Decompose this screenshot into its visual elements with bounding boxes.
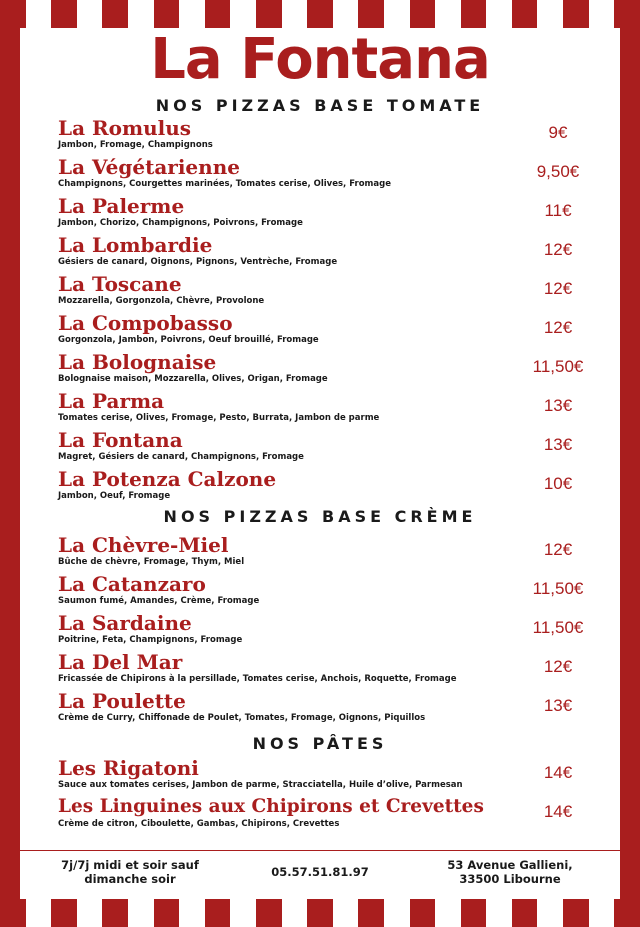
menu-item (58, 690, 598, 724)
footer-divider (20, 850, 620, 851)
item-price: 14€ (543, 802, 573, 821)
item-price: 12€ (543, 279, 573, 298)
item-name: La Poulette (58, 689, 186, 713)
menu-item (58, 612, 598, 646)
stripe (307, 0, 333, 28)
item-price: 10€ (543, 474, 573, 493)
stripe (589, 0, 615, 28)
top-stripe-border (0, 0, 640, 28)
stripe (435, 899, 461, 927)
item-price: 14€ (543, 763, 573, 782)
item-name: La Palerme (58, 194, 185, 218)
stripe (589, 899, 615, 927)
item-name: La Parma (58, 389, 165, 413)
menu-item (58, 195, 598, 229)
stripe (230, 899, 256, 927)
item-description: Saumon fumé, Amandes, Crème, Fromage (58, 596, 260, 606)
address-line-2: 33500 Libourne (459, 872, 561, 886)
stripe (256, 0, 282, 28)
item-description: Bolognaise maison, Mozzarella, Olives, Origan, Fromage (58, 374, 328, 384)
hours-line-1: 7j/7j midi et soir sauf (61, 858, 199, 872)
item-price: 13€ (543, 696, 573, 715)
address-line-1: 53 Avenue Gallieni, (447, 858, 573, 872)
stripe (358, 899, 384, 927)
item-description: Jambon, Chorizo, Champignons, Poivrons, Fromage (58, 218, 303, 228)
stripe (512, 899, 538, 927)
menu-item (58, 429, 598, 463)
menu-item (58, 796, 598, 830)
stripe (26, 0, 52, 28)
section-title-pizzas-tomate: NOS PIZZAS BASE TOMATE (155, 96, 485, 115)
stripe (512, 0, 538, 28)
stripe (205, 0, 231, 28)
stripe (0, 899, 26, 927)
stripe (256, 899, 282, 927)
stripe (26, 899, 52, 927)
item-name: La Toscane (58, 272, 182, 296)
item-name: La Chèvre-Miel (58, 533, 229, 557)
stripe (563, 899, 589, 927)
stripe (230, 0, 256, 28)
stripe (410, 899, 436, 927)
item-name: Les Linguines aux Chipirons et Crevettes (58, 796, 484, 817)
stripe (486, 899, 512, 927)
stripe (179, 0, 205, 28)
stripe (384, 0, 410, 28)
item-name: La Catanzaro (58, 572, 206, 596)
stripe (410, 0, 436, 28)
stripe (128, 0, 154, 28)
stripe (614, 899, 640, 927)
item-description: Champignons, Courgettes marinées, Tomates cerise, Olives, Fromage (58, 179, 391, 189)
left-border (0, 0, 20, 927)
item-price: 12€ (543, 540, 573, 559)
hours-line-2: dimanche soir (84, 872, 176, 886)
item-description: Magret, Gésiers de canard, Champignons, Fromage (58, 452, 304, 462)
menu-item (58, 117, 598, 151)
item-description: Crème de Curry, Chiffonade de Poulet, Tomates, Fromage, Oignons, Piquillos (58, 713, 426, 723)
item-price: 12€ (543, 318, 573, 337)
footer (20, 838, 620, 899)
item-description: Poitrine, Feta, Champignons, Fromage (58, 635, 243, 645)
stripe (563, 0, 589, 28)
item-description: Fricassée de Chipirons à la persillade, Tomates cerise, Anchois, Roquette, Fromage (58, 674, 457, 684)
item-name: La Compobasso (58, 311, 233, 335)
menu-item (58, 757, 598, 791)
menu-item (58, 312, 598, 346)
stripe (307, 899, 333, 927)
stripe (77, 0, 103, 28)
stripe (51, 899, 77, 927)
stripe (102, 0, 128, 28)
opening-hours (40, 858, 220, 886)
stripe (384, 899, 410, 927)
stripe (282, 0, 308, 28)
section-title-pates: NOS PÂTES (252, 734, 388, 753)
address (420, 858, 600, 886)
stripe (205, 899, 231, 927)
item-name: La Sardaine (58, 611, 192, 635)
menu-item (58, 273, 598, 307)
menu-item (58, 651, 598, 685)
item-price: 11,50€ (532, 579, 584, 598)
menu-item (58, 390, 598, 424)
stripe (333, 899, 359, 927)
item-name: La Bolognaise (58, 350, 217, 374)
item-price: 12€ (543, 240, 573, 259)
item-price: 11€ (544, 201, 572, 220)
item-price: 11,50€ (532, 618, 584, 637)
bottom-stripe-border (0, 899, 640, 927)
item-price: 9,50€ (536, 162, 580, 181)
item-name: La Del Mar (58, 650, 183, 674)
stripe (486, 0, 512, 28)
stripe (282, 899, 308, 927)
stripe (537, 899, 563, 927)
item-name: Les Rigatoni (58, 756, 199, 780)
menu-item (58, 573, 598, 607)
item-description: Mozzarella, Gorgonzola, Chèvre, Provolone (58, 296, 265, 306)
item-name: La Lombardie (58, 233, 213, 257)
item-name: La Romulus (58, 116, 192, 140)
item-name: La Potenza Calzone (58, 467, 277, 491)
restaurant-title: La Fontana (150, 27, 490, 92)
item-description: Bûche de chèvre, Fromage, Thym, Miel (58, 557, 245, 567)
stripe (102, 899, 128, 927)
stripe (154, 0, 180, 28)
stripe (179, 899, 205, 927)
item-name: La Fontana (58, 428, 183, 452)
item-price: 11,50€ (532, 357, 584, 376)
stripe (154, 899, 180, 927)
item-description: Gorgonzola, Jambon, Poivrons, Oeuf brouillé, Fromage (58, 335, 319, 345)
menu-item (58, 156, 598, 190)
stripe (358, 0, 384, 28)
stripe (435, 0, 461, 28)
stripe (51, 0, 77, 28)
item-name: La Végétarienne (58, 155, 240, 179)
item-price: 12€ (543, 657, 573, 676)
stripe (537, 0, 563, 28)
item-description: Tomates cerise, Olives, Fromage, Pesto, Burrata, Jambon de parme (58, 413, 380, 423)
stripe (461, 0, 487, 28)
phone-number[interactable]: 05.57.51.81.97 (271, 865, 369, 879)
item-description: Jambon, Fromage, Champignons (58, 140, 213, 150)
item-description: Jambon, Oeuf, Fromage (58, 491, 171, 501)
item-price: 13€ (543, 435, 573, 454)
menu-item (58, 234, 598, 268)
right-border (620, 0, 640, 927)
menu-item (58, 468, 598, 502)
stripe (77, 899, 103, 927)
menu-item (58, 351, 598, 385)
item-description: Sauce aux tomates cerises, Jambon de parme, Stracciatella, Huile d’olive, Parmesan (58, 780, 463, 790)
menu-item (58, 534, 598, 568)
section-title-pizzas-creme: NOS PIZZAS BASE CRÈME (163, 507, 477, 526)
item-price: 9€ (548, 123, 568, 142)
stripe (128, 899, 154, 927)
item-price: 13€ (543, 396, 573, 415)
stripe (461, 899, 487, 927)
item-description: Crème de citron, Ciboulette, Gambas, Chipirons, Crevettes (58, 819, 340, 829)
item-description: Gésiers de canard, Oignons, Pignons, Ventrèche, Fromage (58, 257, 338, 267)
stripe (333, 0, 359, 28)
